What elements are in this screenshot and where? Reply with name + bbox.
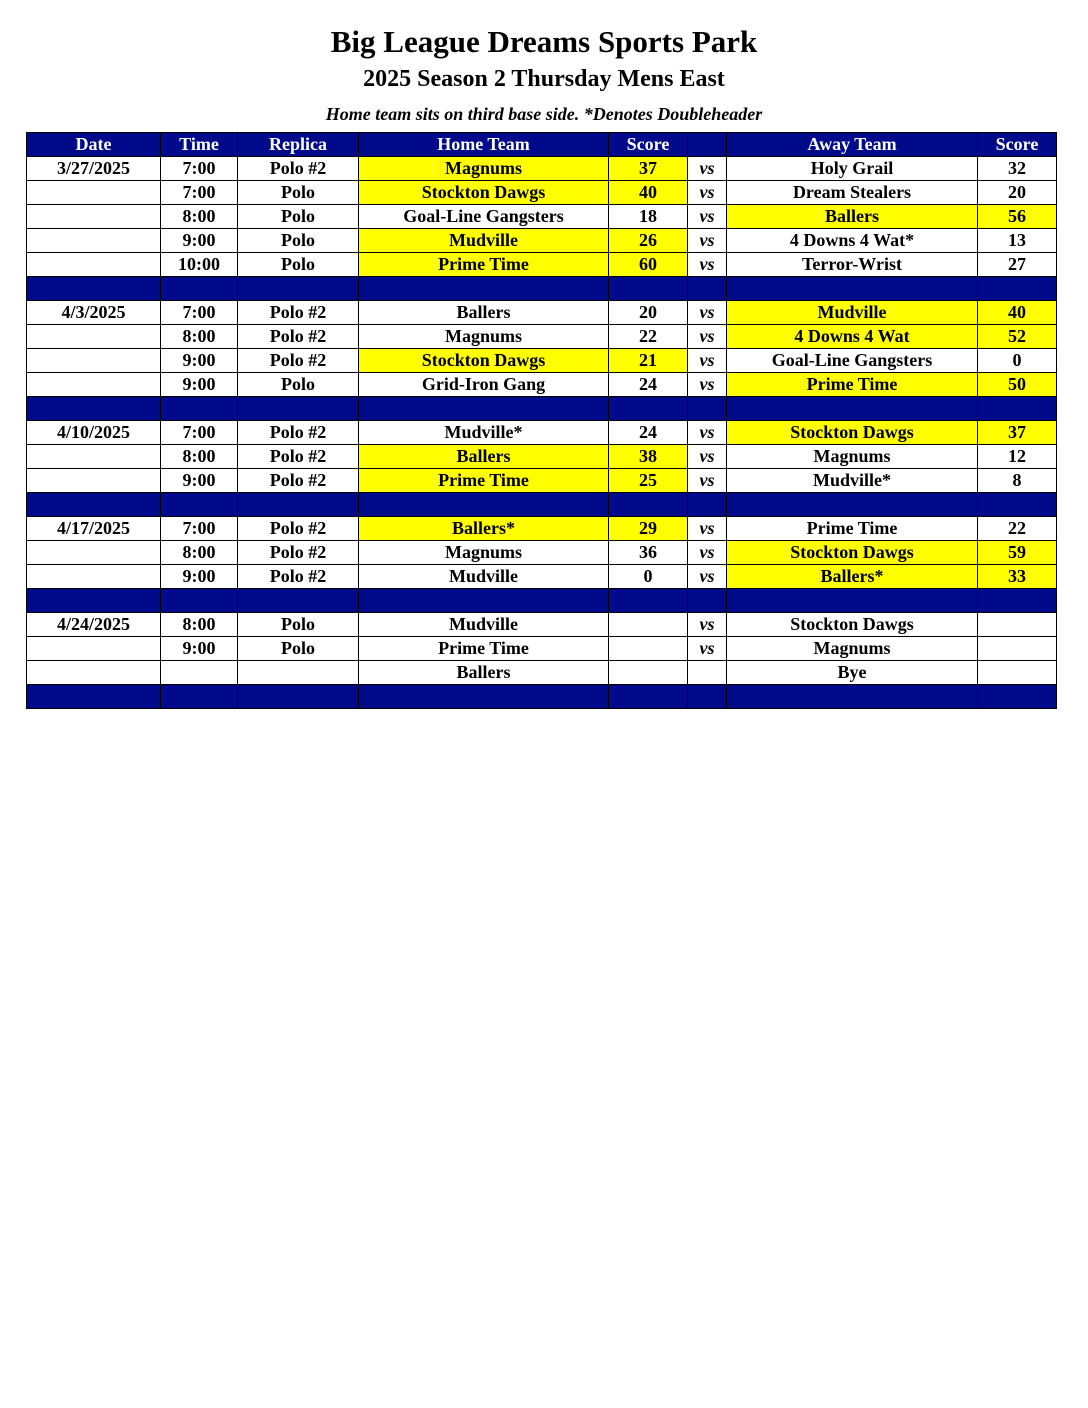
date-cell	[27, 541, 161, 565]
vs-cell: vs	[688, 637, 727, 661]
vs-cell: vs	[688, 613, 727, 637]
time-cell: 9:00	[161, 229, 238, 253]
home-score-cell: 24	[609, 421, 688, 445]
away-team-cell: Ballers*	[727, 565, 978, 589]
separator-cell	[161, 493, 238, 517]
vs-cell: vs	[688, 301, 727, 325]
time-cell: 8:00	[161, 325, 238, 349]
separator-cell	[727, 589, 978, 613]
separator-cell	[978, 277, 1057, 301]
time-cell: 7:00	[161, 517, 238, 541]
vs-cell: vs	[688, 349, 727, 373]
time-cell	[161, 661, 238, 685]
home-team-cell: Prime Time	[359, 469, 609, 493]
away-team-cell: Ballers	[727, 205, 978, 229]
date-cell	[27, 181, 161, 205]
home-team-cell: Magnums	[359, 541, 609, 565]
game-row	[27, 205, 1057, 229]
separator-cell	[359, 685, 609, 709]
vs-cell: vs	[688, 205, 727, 229]
separator-cell	[161, 397, 238, 421]
separator-cell	[978, 397, 1057, 421]
week-separator-row	[27, 397, 1057, 421]
away-score-cell: 12	[978, 445, 1057, 469]
col-header-home-score: Score	[609, 133, 688, 157]
away-team-cell: Bye	[727, 661, 978, 685]
vs-cell: vs	[688, 565, 727, 589]
separator-cell	[27, 589, 161, 613]
home-score-cell: 21	[609, 349, 688, 373]
replica-cell: Polo #2	[238, 325, 359, 349]
date-cell	[27, 469, 161, 493]
away-score-cell: 0	[978, 349, 1057, 373]
away-score-cell: 20	[978, 181, 1057, 205]
vs-cell	[688, 661, 727, 685]
home-team-cell: Mudville	[359, 613, 609, 637]
home-score-cell: 18	[609, 205, 688, 229]
away-score-cell: 33	[978, 565, 1057, 589]
home-team-cell: Ballers	[359, 445, 609, 469]
vs-cell: vs	[688, 421, 727, 445]
away-score-cell: 37	[978, 421, 1057, 445]
date-cell	[27, 445, 161, 469]
time-cell: 8:00	[161, 613, 238, 637]
vs-cell: vs	[688, 373, 727, 397]
home-score-cell: 0	[609, 565, 688, 589]
home-score-cell	[609, 637, 688, 661]
game-row	[27, 613, 1057, 637]
replica-cell: Polo	[238, 253, 359, 277]
time-cell: 9:00	[161, 373, 238, 397]
home-score-cell: 60	[609, 253, 688, 277]
replica-cell: Polo	[238, 205, 359, 229]
separator-cell	[359, 589, 609, 613]
time-cell: 9:00	[161, 469, 238, 493]
away-team-cell: Stockton Dawgs	[727, 541, 978, 565]
away-team-cell: Magnums	[727, 445, 978, 469]
time-cell: 10:00	[161, 253, 238, 277]
time-cell: 8:00	[161, 205, 238, 229]
game-row	[27, 349, 1057, 373]
replica-cell: Polo #2	[238, 565, 359, 589]
time-cell: 8:00	[161, 541, 238, 565]
date-cell	[27, 253, 161, 277]
home-team-cell: Ballers	[359, 661, 609, 685]
home-score-cell: 26	[609, 229, 688, 253]
replica-cell	[238, 661, 359, 685]
replica-cell: Polo #2	[238, 157, 359, 181]
separator-cell	[727, 397, 978, 421]
separator-cell	[727, 685, 978, 709]
home-score-cell	[609, 661, 688, 685]
game-row	[27, 301, 1057, 325]
date-cell	[27, 205, 161, 229]
separator-cell	[359, 493, 609, 517]
home-team-cell: Goal-Line Gangsters	[359, 205, 609, 229]
col-header-home-team: Home Team	[359, 133, 609, 157]
col-header-vs	[688, 133, 727, 157]
home-team-cell: Stockton Dawgs	[359, 181, 609, 205]
schedule-note: Home team sits on third base side. *Denotes Doubleheader	[325, 104, 763, 124]
game-row	[27, 517, 1057, 541]
game-row	[27, 421, 1057, 445]
game-row	[27, 229, 1057, 253]
separator-cell	[238, 589, 359, 613]
home-team-cell: Stockton Dawgs	[359, 349, 609, 373]
away-team-cell: Mudville	[727, 301, 978, 325]
col-header-replica: Replica	[238, 133, 359, 157]
separator-cell	[978, 685, 1057, 709]
home-team-cell: Mudville*	[359, 421, 609, 445]
away-team-cell: Mudville*	[727, 469, 978, 493]
date-cell	[27, 325, 161, 349]
away-team-cell: Stockton Dawgs	[727, 613, 978, 637]
separator-cell	[27, 397, 161, 421]
date-cell: 4/10/2025	[27, 421, 161, 445]
away-score-cell: 52	[978, 325, 1057, 349]
separator-cell	[609, 397, 688, 421]
game-row	[27, 325, 1057, 349]
vs-cell: vs	[688, 157, 727, 181]
separator-cell	[238, 493, 359, 517]
time-cell: 9:00	[161, 349, 238, 373]
replica-cell: Polo	[238, 613, 359, 637]
vs-cell: vs	[688, 253, 727, 277]
game-row	[27, 373, 1057, 397]
home-team-cell: Prime Time	[359, 253, 609, 277]
vs-cell: vs	[688, 517, 727, 541]
separator-cell	[359, 277, 609, 301]
replica-cell: Polo	[238, 181, 359, 205]
time-cell: 7:00	[161, 157, 238, 181]
game-row	[27, 157, 1057, 181]
separator-cell	[727, 493, 978, 517]
home-score-cell: 20	[609, 301, 688, 325]
game-row	[27, 445, 1057, 469]
home-score-cell: 25	[609, 469, 688, 493]
separator-cell	[161, 277, 238, 301]
away-team-cell: Stockton Dawgs	[727, 421, 978, 445]
home-score-cell: 36	[609, 541, 688, 565]
separator-cell	[609, 685, 688, 709]
home-score-cell: 38	[609, 445, 688, 469]
time-cell: 9:00	[161, 637, 238, 661]
home-score-cell: 22	[609, 325, 688, 349]
away-score-cell: 8	[978, 469, 1057, 493]
date-cell: 4/17/2025	[27, 517, 161, 541]
vs-cell: vs	[688, 181, 727, 205]
replica-cell: Polo	[238, 637, 359, 661]
away-team-cell: Terror-Wrist	[727, 253, 978, 277]
vs-cell: vs	[688, 541, 727, 565]
away-team-cell: Dream Stealers	[727, 181, 978, 205]
replica-cell: Polo #2	[238, 469, 359, 493]
home-team-cell: Ballers	[359, 301, 609, 325]
away-score-cell	[978, 661, 1057, 685]
away-score-cell: 56	[978, 205, 1057, 229]
replica-cell: Polo #2	[238, 421, 359, 445]
replica-cell: Polo #2	[238, 541, 359, 565]
away-score-cell: 32	[978, 157, 1057, 181]
separator-cell	[238, 397, 359, 421]
week-separator-row	[27, 277, 1057, 301]
away-team-cell: Prime Time	[727, 373, 978, 397]
replica-cell: Polo #2	[238, 349, 359, 373]
away-score-cell: 50	[978, 373, 1057, 397]
game-row	[27, 637, 1057, 661]
schedule-body	[27, 157, 1057, 709]
page-subtitle: 2025 Season 2 Thursday Mens East	[363, 66, 725, 92]
page-title: Big League Dreams Sports Park	[330, 24, 758, 59]
away-team-cell: Magnums	[727, 637, 978, 661]
separator-cell	[27, 685, 161, 709]
separator-cell	[609, 277, 688, 301]
home-team-cell: Mudville	[359, 229, 609, 253]
separator-cell	[727, 277, 978, 301]
separator-cell	[688, 589, 727, 613]
home-score-cell	[609, 613, 688, 637]
home-team-cell: Prime Time	[359, 637, 609, 661]
date-cell	[27, 637, 161, 661]
home-score-cell: 37	[609, 157, 688, 181]
separator-cell	[688, 277, 727, 301]
home-team-cell: Grid-Iron Gang	[359, 373, 609, 397]
game-row	[27, 565, 1057, 589]
time-cell: 7:00	[161, 301, 238, 325]
away-score-cell: 22	[978, 517, 1057, 541]
separator-cell	[688, 685, 727, 709]
away-team-cell: Goal-Line Gangsters	[727, 349, 978, 373]
separator-cell	[27, 277, 161, 301]
col-header-away-score: Score	[978, 133, 1057, 157]
schedule-table	[26, 132, 1057, 709]
time-cell: 7:00	[161, 181, 238, 205]
time-cell: 9:00	[161, 565, 238, 589]
home-score-cell: 29	[609, 517, 688, 541]
date-cell: 3/27/2025	[27, 157, 161, 181]
home-team-cell: Ballers*	[359, 517, 609, 541]
vs-cell: vs	[688, 325, 727, 349]
date-cell	[27, 373, 161, 397]
away-score-cell	[978, 637, 1057, 661]
date-cell	[27, 565, 161, 589]
game-row	[27, 253, 1057, 277]
replica-cell: Polo #2	[238, 445, 359, 469]
away-score-cell: 40	[978, 301, 1057, 325]
separator-cell	[161, 685, 238, 709]
date-cell	[27, 349, 161, 373]
separator-cell	[27, 493, 161, 517]
week-separator-row	[27, 493, 1057, 517]
away-team-cell: Prime Time	[727, 517, 978, 541]
time-cell: 8:00	[161, 445, 238, 469]
separator-cell	[238, 277, 359, 301]
separator-cell	[609, 589, 688, 613]
vs-cell: vs	[688, 469, 727, 493]
game-row	[27, 469, 1057, 493]
away-score-cell: 13	[978, 229, 1057, 253]
vs-cell: vs	[688, 229, 727, 253]
date-cell: 4/24/2025	[27, 613, 161, 637]
time-cell: 7:00	[161, 421, 238, 445]
game-row	[27, 661, 1057, 685]
away-score-cell: 59	[978, 541, 1057, 565]
separator-cell	[978, 493, 1057, 517]
week-separator-row	[27, 685, 1057, 709]
date-cell	[27, 229, 161, 253]
separator-cell	[609, 493, 688, 517]
away-team-cell: 4 Downs 4 Wat*	[727, 229, 978, 253]
separator-cell	[359, 397, 609, 421]
separator-cell	[161, 589, 238, 613]
home-score-cell: 40	[609, 181, 688, 205]
away-team-cell: Holy Grail	[727, 157, 978, 181]
replica-cell: Polo	[238, 373, 359, 397]
home-score-cell: 24	[609, 373, 688, 397]
home-team-cell: Magnums	[359, 157, 609, 181]
col-header-time: Time	[161, 133, 238, 157]
header-row	[27, 133, 1057, 157]
game-row	[27, 541, 1057, 565]
home-team-cell: Magnums	[359, 325, 609, 349]
separator-cell	[978, 589, 1057, 613]
vs-cell: vs	[688, 445, 727, 469]
separator-cell	[688, 493, 727, 517]
replica-cell: Polo	[238, 229, 359, 253]
col-header-date: Date	[27, 133, 161, 157]
home-team-cell: Mudville	[359, 565, 609, 589]
away-score-cell: 27	[978, 253, 1057, 277]
away-score-cell	[978, 613, 1057, 637]
col-header-away-team: Away Team	[727, 133, 978, 157]
game-row	[27, 181, 1057, 205]
replica-cell: Polo #2	[238, 301, 359, 325]
separator-cell	[238, 685, 359, 709]
date-cell	[27, 661, 161, 685]
date-cell: 4/3/2025	[27, 301, 161, 325]
away-team-cell: 4 Downs 4 Wat	[727, 325, 978, 349]
week-separator-row	[27, 589, 1057, 613]
replica-cell: Polo #2	[238, 517, 359, 541]
separator-cell	[688, 397, 727, 421]
